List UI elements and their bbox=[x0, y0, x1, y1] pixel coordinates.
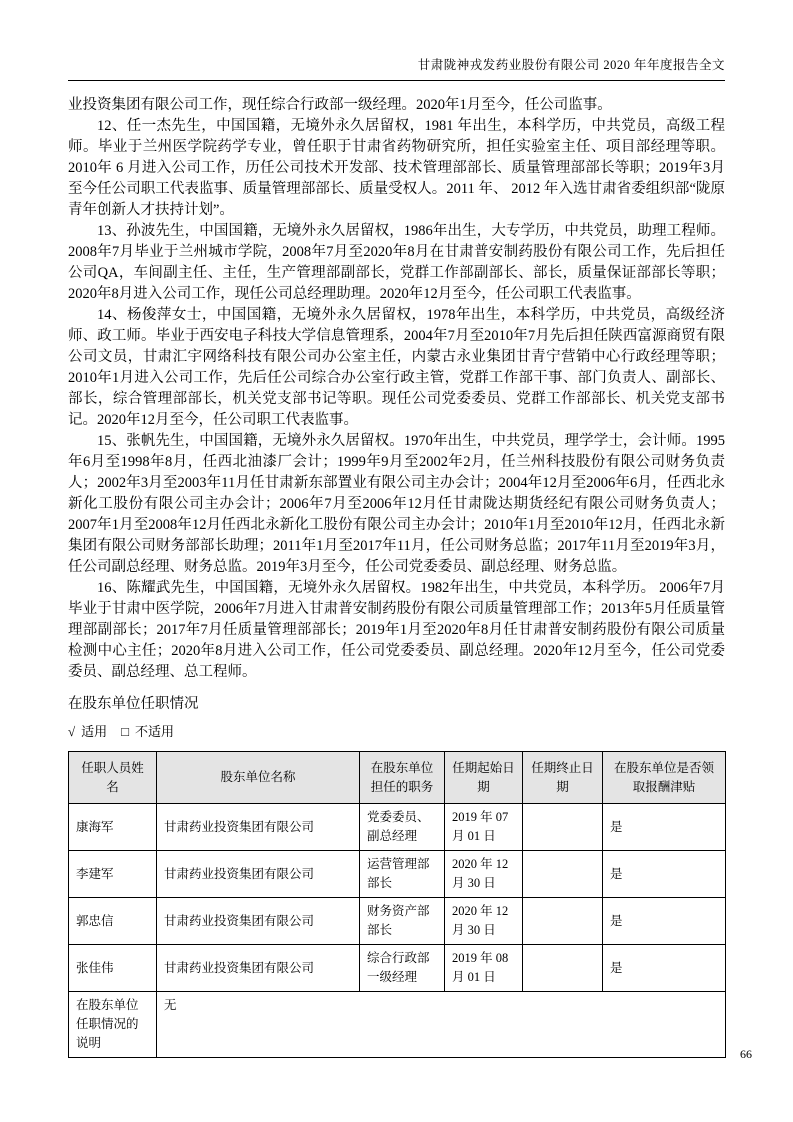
section-title: 在股东单位任职情况 bbox=[68, 696, 199, 712]
table-row bbox=[69, 945, 726, 992]
paragraph-bio-13: 13、孙波先生，中国国籍，无境外永久居留权，1986年出生，大专学历，中共党员，助理工程师。2008年7月毕业于兰州城市学院，2008年7月至2020年8月在甘肃普安制药股份有限公司工作，先后担任公司QA，车间副主任、主任，生产管理部副部长，党群工作部副部长、部长，质量保证部部长等职；2020年8月进入公司工作，现任公司总经理助理。2020年12月至今，任公司职工代表监事。 bbox=[68, 223, 725, 302]
col-header-person-name: 任职人员姓名 bbox=[69, 752, 157, 804]
checkmark-icon: √ bbox=[68, 724, 76, 739]
table-row bbox=[69, 898, 726, 945]
page-number: 66 bbox=[740, 1047, 752, 1061]
col-header-unit-name: 股东单位名称 bbox=[157, 752, 360, 804]
cell-start-date: 2019 年 07 月 01 日 bbox=[445, 804, 523, 851]
col-header-end-date: 任期终止日期 bbox=[523, 752, 603, 804]
paragraph-bio-16: 16、陈耀武先生，中国国籍，无境外永久居留权。1982年出生，中共党员，本科学历。 2006年7月毕业于甘肃中医学院，2006年7月进入甘肃普安制药股份有限公司质量管理部工作；2013年5月任质量管理部副部长；2017年7月任质量管理部部长；2019年1月至2020年8月任甘肃普安制药股份有限公司质量检测中心主任；2020年8月进入公司工作，任公司党委委员、副总经理。2020年12月至今，任公司党委委员、副总经理、总工程师。 bbox=[68, 580, 725, 680]
cell-position: 财务资产部部长 bbox=[360, 898, 445, 945]
paragraph-bio-14: 14、杨俊萍女士，中国国籍，无境外永久居留权，1978年出生，本科学历，中共党员，高级经济师、政工师。毕业于西安电子科技大学信息管理系，2004年7月至2010年7月先后担任陕西富源商贸有限公司文员，甘肃汇宇网络科技有限公司办公室主任，内蒙古永业集团甘青宁营销中心行政经理等职；2010年1月进入公司工作，先后任公司综合办公室行政主管，党群工作部干事、部门负责人、副部长、部长，综合管理部部长，机关党支部书记等职。现任公司党委委员、党群工作部部长、机关党支部书记。2020年12月至今，任公司职工代表监事。 bbox=[68, 307, 725, 428]
checkbox-icon: □ bbox=[121, 724, 130, 739]
cell-person-name: 张佳伟 bbox=[69, 945, 157, 992]
cell-position: 党委委员、副总经理 bbox=[360, 804, 445, 851]
cell-person-name: 李建军 bbox=[69, 851, 157, 898]
applicable-label: 适用 bbox=[81, 724, 108, 739]
note-value-cell: 无 bbox=[157, 992, 726, 1058]
body-text bbox=[68, 95, 725, 683]
document-header-title: 甘肃陇神戎发药业股份有限公司 2020 年年度报告全文 bbox=[68, 55, 725, 81]
cell-person-name: 郭忠信 bbox=[69, 898, 157, 945]
table-note-row bbox=[69, 992, 726, 1058]
col-header-position: 在股东单位担任的职务 bbox=[360, 752, 445, 804]
cell-paid: 是 bbox=[603, 851, 726, 898]
cell-unit-name: 甘肃药业投资集团有限公司 bbox=[157, 945, 360, 992]
cell-unit-name: 甘肃药业投资集团有限公司 bbox=[157, 851, 360, 898]
col-header-paid: 在股东单位是否领取报酬津贴 bbox=[603, 752, 726, 804]
cell-end-date bbox=[523, 898, 603, 945]
table-header-row bbox=[69, 752, 726, 804]
cell-start-date: 2019 年 08 月 01 日 bbox=[445, 945, 523, 992]
paragraph-bio-12: 12、任一杰先生，中国国籍，无境外永久居留权，1981 年出生，本科学历，中共党员，高级工程师。毕业于兰州医学院药学专业，曾任职于甘肃省药物研究所，担任实验室主任、项目部经理等职。2010年 6 月进入公司工作，历任公司技术开发部、技术管理部部长、质量管理部部长等职；2019年3月至今任公司职工代表监事、质量管理部部长、质量受权人。2011 年、 2012 年入选甘肃省委组织部“陇原青年创新人才扶持计划”。 bbox=[68, 118, 725, 218]
col-header-start-date: 任期起始日期 bbox=[445, 752, 523, 804]
cell-end-date bbox=[523, 945, 603, 992]
applicability-line bbox=[68, 723, 725, 741]
cell-end-date bbox=[523, 804, 603, 851]
cell-unit-name: 甘肃药业投资集团有限公司 bbox=[157, 898, 360, 945]
cell-start-date: 2020 年 12 月 30 日 bbox=[445, 851, 523, 898]
cell-position: 运营管理部部长 bbox=[360, 851, 445, 898]
cell-paid: 是 bbox=[603, 804, 726, 851]
table-row bbox=[69, 804, 726, 851]
cell-start-date: 2020 年 12 月 30 日 bbox=[445, 898, 523, 945]
shareholder-position-table bbox=[68, 751, 726, 1058]
cell-person-name: 康海军 bbox=[69, 804, 157, 851]
note-label-cell: 在股东单位任职情况的说明 bbox=[69, 992, 157, 1058]
cell-position: 综合行政部一级经理 bbox=[360, 945, 445, 992]
cell-paid: 是 bbox=[603, 898, 726, 945]
cell-paid: 是 bbox=[603, 945, 726, 992]
cell-unit-name: 甘肃药业投资集团有限公司 bbox=[157, 804, 360, 851]
table-row bbox=[69, 851, 726, 898]
paragraph-continuation: 业投资集团有限公司工作，现任综合行政部一级经理。2020年1月至今，任公司监事。 bbox=[68, 97, 612, 113]
paragraph-bio-15: 15、张帆先生，中国国籍，无境外永久居留权。1970年出生，中共党员，理学学士，会计师。1995年6月至1998年8月，任西北油漆厂会计；1999年9月至2002年2月，任兰州科技股份有限公司财务负责人；2002年3月至2003年11月任甘肃新东部置业有限公司主办会计；2004年12月至2006年6月，任西北永新化工股份有限公司主办会计；2006年7月至2006年12月任甘肃陇达期货经纪有限公司财务负责人；2007年1月至2008年12月任西北永新化工股份有限公司主办会计；2010年1月至2010年12月，任西北永新集团有限公司财务部部长助理；2011年1月至2017年11月，任公司财务总监；2017年11月至2019年3月，任公司副总经理、财务总监。2019年3月至今，任公司党委委员、副总经理、财务总监。 bbox=[68, 433, 725, 575]
cell-end-date bbox=[523, 851, 603, 898]
not-applicable-label: 不适用 bbox=[135, 724, 175, 739]
